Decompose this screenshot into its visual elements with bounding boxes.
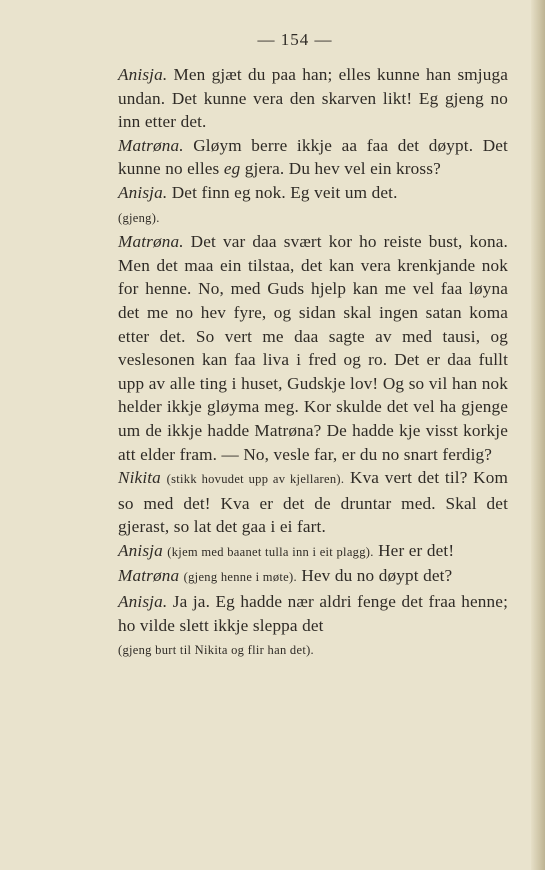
dialogue-nikita-1 — [82, 466, 508, 539]
dialogue-text: Her er det! — [373, 540, 455, 560]
dialogue-text: Det finn eg nok. Eg veit um det. — [167, 182, 398, 202]
stage-direction: (gjeng henne i møte). — [183, 570, 297, 585]
dialogue-matrona-1 — [82, 134, 508, 181]
speaker-name: Anisja. — [118, 592, 168, 612]
speaker-name: Matrøna. — [118, 232, 184, 252]
speaker-name: Anisja — [118, 540, 163, 560]
dialogue-anisja-3 — [82, 539, 508, 565]
speaker-name: Anisja. — [118, 65, 168, 84]
speaker-name: Nikita — [118, 468, 161, 488]
dialogue-text: Kva vert det til? Kom so med det! Kva er det de druntar med. Skal det gjerast, so lat det gaa i ei fart. — [118, 468, 508, 537]
speaker-name: Matrøna. — [118, 135, 184, 155]
dialogue-anisja-1 — [82, 63, 508, 134]
dialogue-text: Gløym berre ikkje aa faa det døypt. Det kunne no elles — [118, 135, 508, 179]
dialogue-text: Ja ja. Eg hadde nær aldri fenge det fraa henne; ho vilde slett ikkje sleppa det — [118, 592, 508, 635]
page-edge-shadow — [531, 0, 545, 870]
dialogue-text: Hev du no døypt det? — [296, 566, 453, 586]
play-text — [82, 63, 508, 663]
dialogue-anisja-4 — [82, 590, 508, 663]
dialogue-matrona-2 — [82, 230, 508, 466]
stage-direction: (kjem med baanet tulla inn i eit plagg). — [167, 544, 374, 559]
dialogue-text: Det var daa svært kor ho reiste bust, kona. Men det maa ein tilstaa, det kan vera krenkjande nok for henne. No, med Guds hjelp kan me vel faa løyna det me no hev fyre, og sidan skal ingen satan koma etter det. So vert me daa sagte av med tausi, og veslesonen kan faa liva i fred og ro. Det er daa fullt upp av alle ting i huset, Gudskje lov! Og so vil han nok helder ikkje gløyma meg. Kor skulde det vel ha gjenge um de ikkje hadde Matrøna? De hadde kje visst korkje att elder fram. — No, vesle far, er du no snart ferdig? — [118, 232, 508, 464]
dialogue-text: Men gjæt du paa han; elles kunne han smjuga undan. Det kunne vera den skarven likt! Eg gjeng no inn etter det. — [118, 65, 508, 132]
dialogue-anisja-2 — [82, 181, 508, 230]
dialogue-matrona-3 — [82, 564, 508, 590]
dialogue-text-cont: gjera. Du hev vel ein kross? — [240, 159, 441, 179]
stage-direction: (stikk hovudet upp av kjellaren). — [166, 472, 345, 487]
page-number: — 154 — — [257, 30, 333, 49]
stage-direction: (gjeng burt til Nikita og flir han det). — [118, 643, 314, 658]
stage-direction: (gjeng). — [118, 210, 160, 225]
speaker-name: Anisja. — [118, 182, 168, 202]
emphasis: eg — [223, 159, 241, 179]
speaker-name: Matrøna — [118, 566, 180, 586]
